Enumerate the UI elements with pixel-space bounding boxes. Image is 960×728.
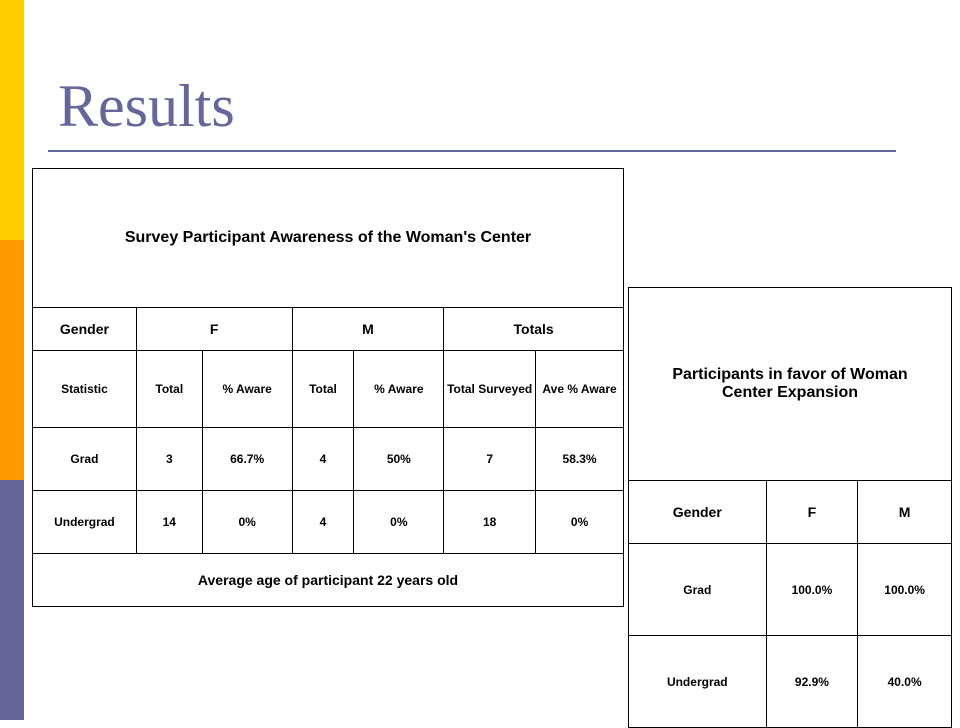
favor-table-caption: Participants in favor of Woman Center Expansion xyxy=(629,288,952,481)
table-cell: 4 xyxy=(292,491,354,554)
subheader-total-surveyed: Total Surveyed xyxy=(444,351,536,428)
table-cell: 3 xyxy=(136,428,202,491)
row-label: Undergrad xyxy=(629,636,767,728)
table-cell: 0% xyxy=(354,491,444,554)
title-divider xyxy=(48,150,896,152)
favor-table xyxy=(628,287,952,728)
subheader-m-total: Total xyxy=(292,351,354,428)
table-cell: 100.0% xyxy=(766,544,858,636)
slide-title: Results xyxy=(58,73,235,139)
table-cell: 66.7% xyxy=(202,428,292,491)
accent-bar-purple xyxy=(0,480,24,720)
subheader-f-aware: % Aware xyxy=(202,351,292,428)
awareness-table-caption: Survey Participant Awareness of the Woman's Center xyxy=(33,169,624,308)
row-label: Grad xyxy=(33,428,137,491)
table-row xyxy=(33,491,624,554)
header-m: M xyxy=(292,308,444,351)
accent-bar-yellow xyxy=(0,0,24,240)
subheader-ave-aware: Ave % Aware xyxy=(536,351,624,428)
table-cell: 14 xyxy=(136,491,202,554)
table-cell: 50% xyxy=(354,428,444,491)
table-cell: 100.0% xyxy=(858,544,952,636)
table-row xyxy=(629,544,952,636)
header-gender: Gender xyxy=(33,308,137,351)
header-gender: Gender xyxy=(629,481,767,544)
row-label: Grad xyxy=(629,544,767,636)
table-cell: 7 xyxy=(444,428,536,491)
row-label: Undergrad xyxy=(33,491,137,554)
table-row xyxy=(629,636,952,728)
awareness-table-footer: Average age of participant 22 years old xyxy=(33,554,624,607)
header-totals: Totals xyxy=(444,308,624,351)
subheader-f-total: Total xyxy=(136,351,202,428)
header-f: F xyxy=(136,308,292,351)
subheader-m-aware: % Aware xyxy=(354,351,444,428)
table-cell: 4 xyxy=(292,428,354,491)
awareness-table xyxy=(32,168,624,607)
accent-bar-orange xyxy=(0,240,24,480)
table-cell: 0% xyxy=(202,491,292,554)
table-cell: 92.9% xyxy=(766,636,858,728)
header-f: F xyxy=(766,481,858,544)
table-cell: 58.3% xyxy=(536,428,624,491)
table-cell: 40.0% xyxy=(858,636,952,728)
table-row xyxy=(33,428,624,491)
table-cell: 0% xyxy=(536,491,624,554)
header-m: M xyxy=(858,481,952,544)
table-cell: 18 xyxy=(444,491,536,554)
subheader-statistic: Statistic xyxy=(33,351,137,428)
